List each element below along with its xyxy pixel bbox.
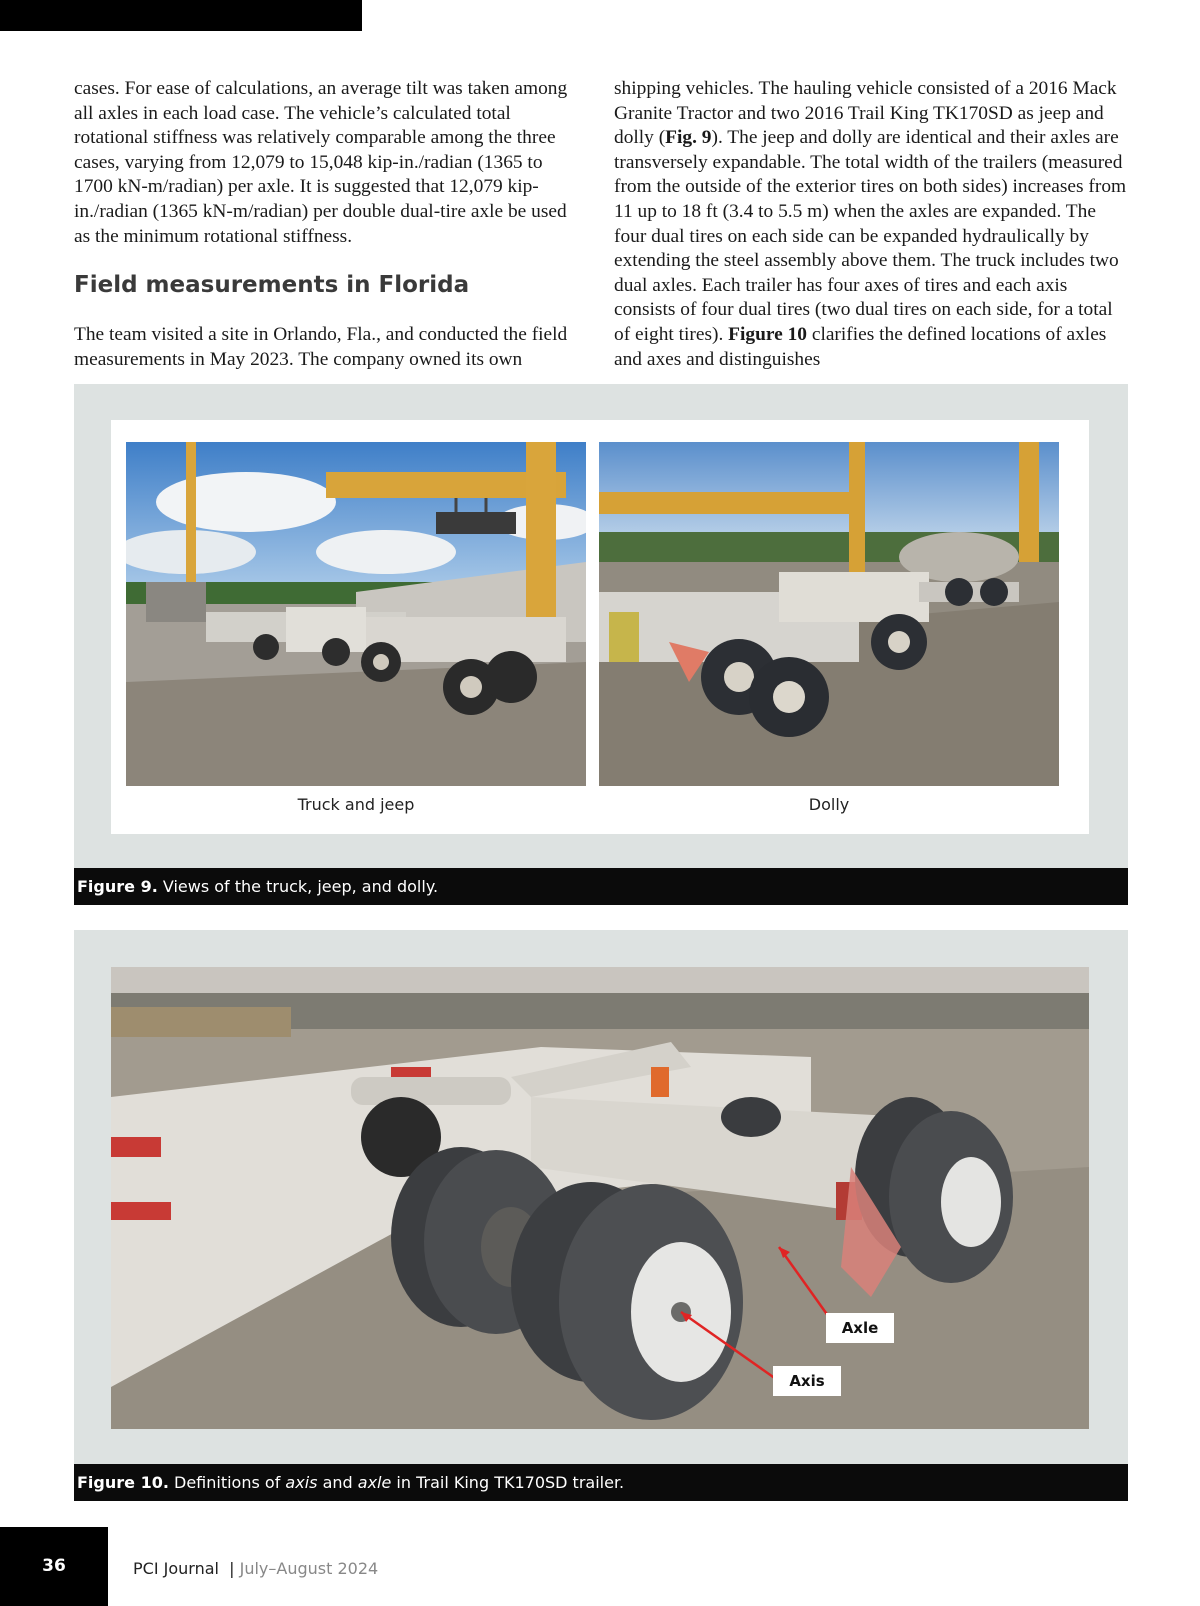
section-heading: Field measurements in Florida	[74, 272, 470, 299]
dolly-photo	[599, 442, 1059, 786]
left-column	[74, 77, 582, 372]
figure-reference[interactable]: Figure 10	[728, 323, 807, 345]
caption-text: Definitions of	[168, 1473, 286, 1492]
axle-label: Axle	[826, 1313, 894, 1343]
trailer-axle-photo	[111, 967, 1089, 1429]
figure-9-caption	[74, 868, 1128, 905]
caption-label: Figure 10.	[77, 1473, 169, 1492]
paragraph: cases. For ease of calculations, an average tilt was taken among all axles in each load case. The vehicle’s calculated total rotational stiffness was relatively comparable among the three cases, varying from 12,079 to 15,048 kip-in./radian (1365 to 1700 kN-m/radian) per axle. It is suggested that 12,079 kip-in./radian (1365 kN-m/radian) per double dual-tire axle be used as the minimum rotational stiffness.	[74, 78, 568, 247]
truck-and-jeep-photo	[126, 442, 586, 786]
footer-separator: |	[229, 1559, 235, 1578]
figure-reference[interactable]: Fig. 9	[665, 127, 712, 149]
header-bar	[0, 0, 362, 31]
caption-label: Figure 9.	[77, 877, 158, 896]
text-run: shipping vehicles. The hauling vehicle consisted of a 2016 Mack Granite Tractor and two 2016 Trail King TK170SD as jeep and dolly (	[614, 78, 1117, 149]
caption-text: Views of the truck, jeep, and dolly.	[157, 877, 439, 896]
figure-10-caption	[74, 1464, 1128, 1501]
subcaption-dolly: Dolly	[808, 795, 850, 814]
figure-9-frame	[111, 420, 1089, 834]
caption-text: in Trail King TK170SD trailer.	[391, 1473, 625, 1492]
paragraph	[614, 77, 1128, 372]
figure-10-panel	[74, 930, 1128, 1464]
figure-9-panel	[74, 384, 1128, 868]
page-number: 36	[42, 1556, 66, 1576]
journal-footer	[133, 1559, 378, 1578]
journal-name: PCI Journal	[133, 1559, 219, 1578]
caption-term-axle: axle	[357, 1473, 392, 1492]
axis-label: Axis	[773, 1366, 841, 1396]
text-run: ). The jeep and dolly are identical and their axles are transversely expandable. The total width of the trailers (measured from the outside of the exterior tires on both sides) increases from 11 up to 18 ft (3.4 to 5.5 m) when the axles are expanded. The four dual tires on each side can be expanded hydraulically by extending the steel assembly above them. The truck includes two dual axles. Each trailer has four axes of tires and each axis consists of four dual tires (two dual tires on each side, for a total of eight tires).	[614, 127, 1127, 345]
caption-text: and	[317, 1473, 358, 1492]
caption-term-axis: axis	[285, 1473, 318, 1492]
text-run: clarifies the defined locations of axles and axes and distinguishes	[614, 323, 1107, 370]
issue-date: July–August 2024	[239, 1559, 379, 1578]
paragraph: The team visited a site in Orlando, Fla., and conducted the field measurements in May 2023. The company owned its own	[74, 324, 568, 370]
subcaption-truck-and-jeep: Truck and jeep	[297, 795, 415, 814]
right-column	[614, 77, 1128, 372]
